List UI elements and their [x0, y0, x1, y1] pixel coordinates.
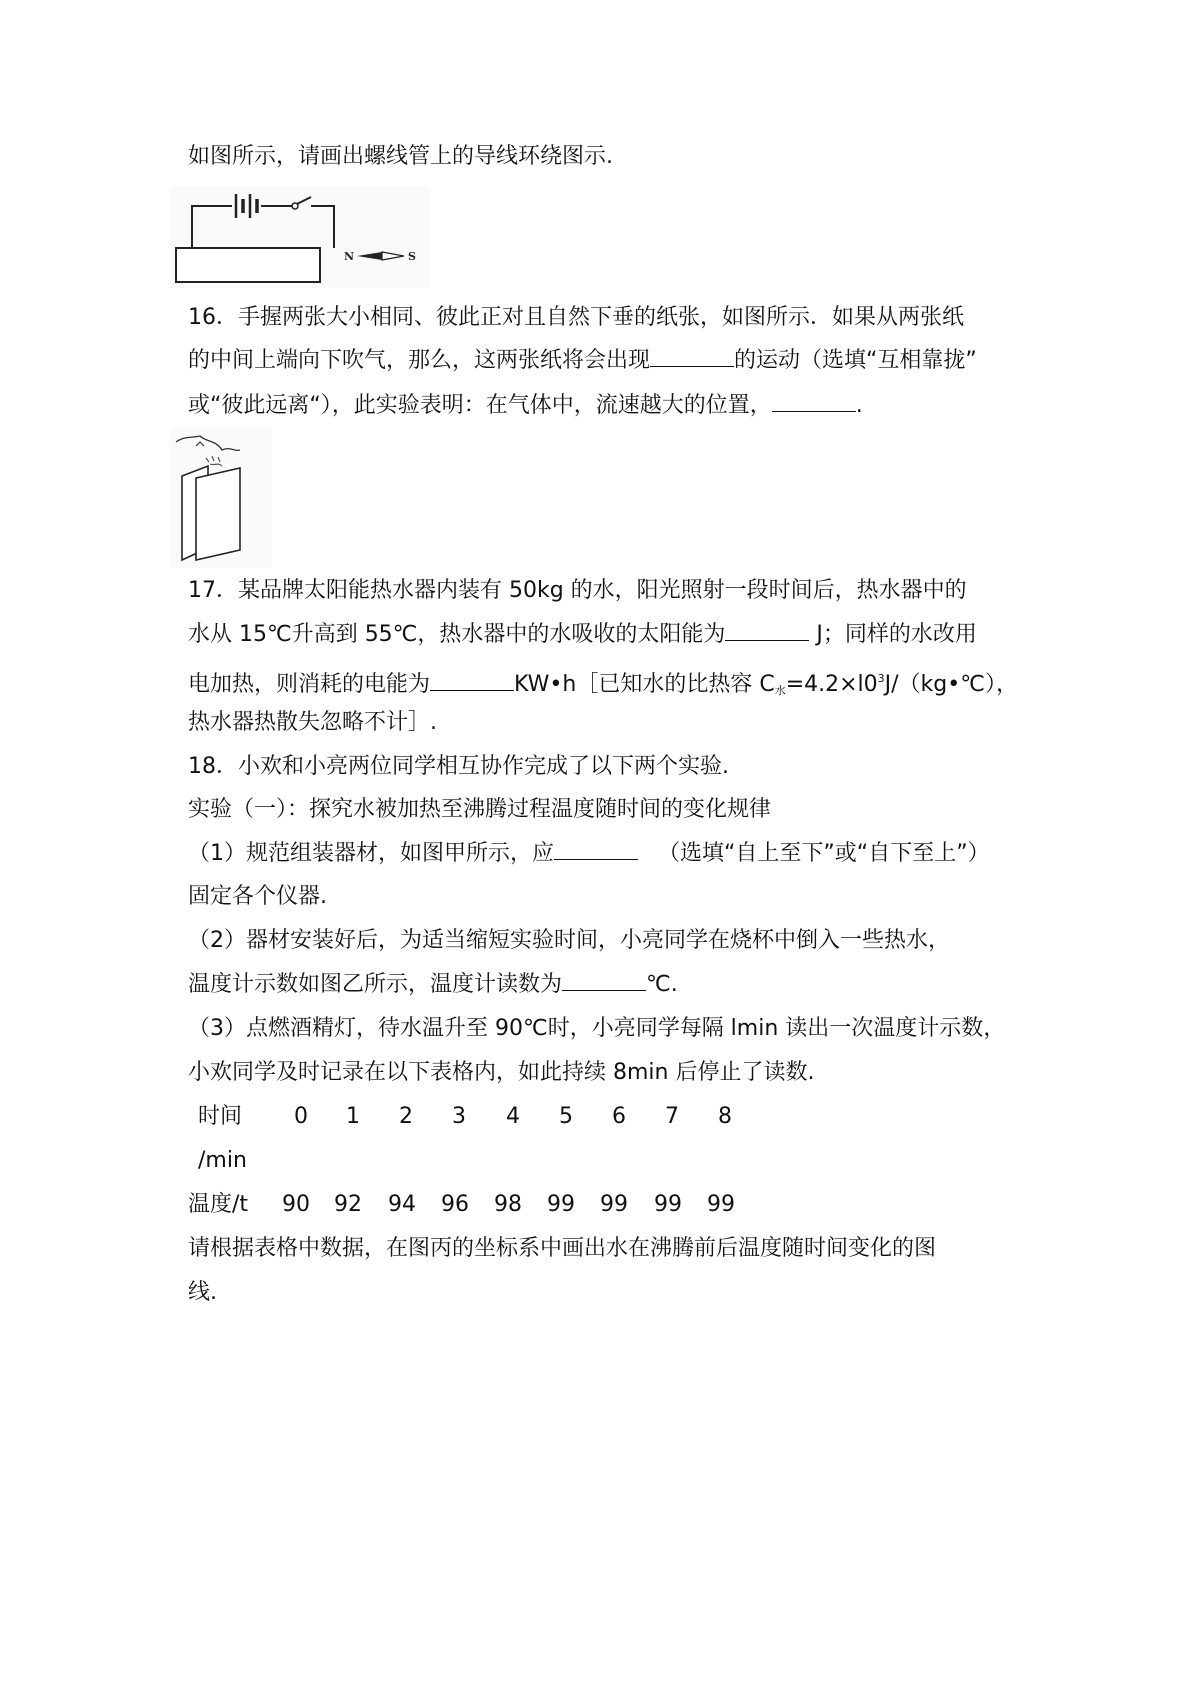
s-label: S	[408, 250, 416, 263]
q18-line-10: 线.	[188, 1280, 217, 1305]
n-label: N	[344, 250, 355, 263]
temp-cell: 99	[600, 1192, 628, 1217]
time-cell: 6	[612, 1104, 626, 1129]
q18-line-5: （2）器材安装好后，为适当缩短实验时间，小亮同学在烧杯中倒入一些热水，	[188, 928, 950, 953]
answer-blank	[725, 622, 809, 641]
answer-blank	[430, 672, 514, 691]
time-cell: 2	[399, 1104, 413, 1129]
q18-line-4: 固定各个仪器.	[188, 884, 327, 909]
q16-line-1: 16．手握两张大小相同、彼此正对且自然下垂的纸张，如图所示．如果从两张纸	[188, 305, 964, 330]
q17-line-2: 水从 15℃升高到 55℃，热水器中的水吸收的太阳能为 J；同样的水改用	[188, 622, 977, 647]
time-cell: 1	[346, 1104, 360, 1129]
answer-blank	[650, 348, 734, 367]
q16-line-2: 的中间上端向下吹气，那么，这两张纸将会出现 的运动（选填“互相靠拢”	[188, 348, 977, 373]
q18-line-7: （3）点燃酒精灯，待水温升至 90℃时，小亮同学每隔 lmin 读出一次温度计示数，	[188, 1016, 1006, 1041]
time-unit: /min	[198, 1148, 247, 1173]
q18-line-6: 温度计示数如图乙所示，温度计读数为 ℃.	[188, 972, 678, 997]
temp-cell: 99	[654, 1192, 682, 1217]
temp-cell: 94	[388, 1192, 416, 1217]
temp-cell: 99	[547, 1192, 575, 1217]
q18-line-9: 请根据表格中数据，在图丙的坐标系中画出水在沸腾前后温度随时间变化的图	[188, 1236, 937, 1261]
answer-blank	[554, 841, 638, 860]
time-cell: 7	[665, 1104, 679, 1129]
q18-line-8: 小欢同学及时记录在以下表格内，如此持续 8min 后停止了读数.	[188, 1060, 815, 1085]
q15-text: 如图所示，请画出螺线管上的导线环绕图示.	[188, 144, 613, 169]
q18-line-1: 18．小欢和小亮两位同学相互协作完成了以下两个实验.	[188, 754, 729, 779]
time-cell: 4	[506, 1104, 520, 1129]
temp-cell: 90	[282, 1192, 310, 1217]
temp-cell: 98	[494, 1192, 522, 1217]
q16-line-3: 或“彼此远离“），此实验表明：在气体中，流速越大的位置， .	[188, 393, 863, 418]
temp-header: 温度/t	[188, 1192, 249, 1217]
temp-cell: 92	[334, 1192, 362, 1217]
time-cell: 0	[294, 1104, 308, 1129]
q17-line-1: 17．某品牌太阳能热水器内装有 50kg 的水，阳光照射一段时间后，热水器中的	[188, 578, 967, 603]
temp-cell: 96	[441, 1192, 469, 1217]
solenoid-circuit-figure	[170, 186, 430, 288]
q18-line-2: 实验（一）：探究水被加热至沸腾过程温度随时间的变化规律	[188, 797, 772, 822]
paper-sheets-figure	[170, 428, 272, 568]
time-cell: 3	[452, 1104, 466, 1129]
time-cell: 5	[559, 1104, 573, 1129]
time-cell: 8	[718, 1104, 732, 1129]
answer-blank	[772, 393, 856, 412]
q17-line-4: 热水器热散失忽略不计］.	[188, 710, 437, 735]
q17-line-3: 电加热，则消耗的电能为 KW•h［已知水的比热容 $C_水=4.2\times l0^3J/(kg•℃)$，	[188, 672, 1018, 697]
answer-blank	[562, 972, 646, 991]
q18-line-3: （1）规范组装器材，如图甲所示，应 （选填“自上至下”或“自下至上”）	[188, 841, 990, 866]
time-header: 时间	[198, 1104, 243, 1129]
temp-cell: 99	[707, 1192, 735, 1217]
